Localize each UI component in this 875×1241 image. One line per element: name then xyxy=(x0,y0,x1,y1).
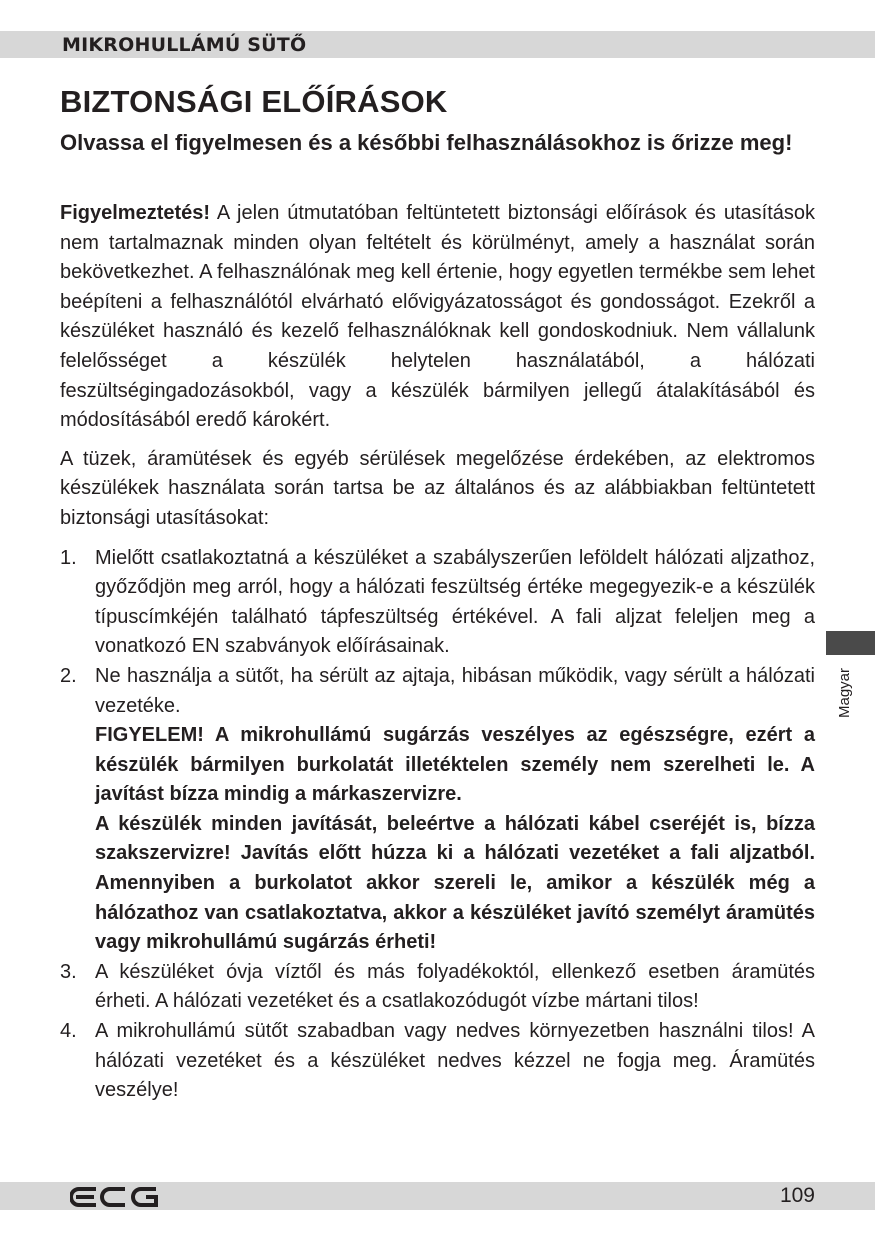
main-content xyxy=(60,199,815,1106)
list-item xyxy=(60,958,815,1017)
warning-block: FIGYELEM! A mikrohullámú sugárzás veszélyes az egészségre, ezért a készülék bármilyen burkolatát illetéktelen személy nem szerelheti le. A javítást bízza mindig a márkaszervizre. xyxy=(95,724,815,806)
warning-label: Figyelmeztetés! xyxy=(60,202,211,224)
list-number: 4. xyxy=(60,1020,77,1043)
safety-rules-list xyxy=(60,544,815,1106)
page-number: 109 xyxy=(779,1184,815,1207)
language-label: Magyar xyxy=(836,667,853,718)
page-title: BIZTONSÁGI ELŐÍRÁSOK xyxy=(60,84,448,119)
list-number: 3. xyxy=(60,960,77,983)
list-text: A készüléket óvja víztől és más folyadékoktól, ellenkező esetben áramütés érheti. A hálózati vezetéket és a csatlakozódugót vízbe mártani tilos! xyxy=(95,960,815,1013)
list-text: Ne használja a sütőt, ha sérült az ajtaja, hibásan működik, vagy sérült a hálózati vezetéke. xyxy=(95,664,815,717)
subtitle: Olvassa el figyelmesen és a későbbi felhasználásokhoz is őrizze meg! xyxy=(60,130,793,155)
list-number: 2. xyxy=(60,664,77,687)
list-text: A mikrohullámú sütőt szabadban vagy nedves környezetben használni tilos! A hálózati vezetéket és a készüléket nedves kézzel ne fogja meg. Áramütés veszélye! xyxy=(95,1020,815,1102)
list-item xyxy=(60,544,815,662)
warning-paragraph xyxy=(60,199,815,436)
language-tab-marker xyxy=(826,631,875,655)
warning-block: A készülék minden javítását, beleértve a hálózati kábel cseréjét is, bízza szakszervizre! Javítás előtt húzza ki a hálózati vezetéket a fali aljzatból. Amennyiben a burkolatot akkor szereli le, amikor a készülék még a hálózathoz van csatlakoztatva, akkor a készüléket javító személyt áramütés vagy mikrohullámú sugárzás érheti! xyxy=(95,812,815,954)
intro-paragraph: A tüzek, áramütések és egyéb sérülések megelőzése érdekében, az elektromos készülékek használata során tartsa be az általános és az alábbiakban feltüntetett biztonsági utasításokat: xyxy=(60,447,815,529)
section-title: MIKROHULLÁMÚ SÜTŐ xyxy=(62,34,307,56)
list-item xyxy=(60,1017,815,1106)
list-number: 1. xyxy=(60,546,77,569)
list-item xyxy=(60,662,815,958)
warning-text: A jelen útmutatóban feltüntetett biztonsági előírások és utasítások nem tartalmaznak minden olyan feltételt és körülményt, amely a használat során bekövetkezhet. A felhasználónak meg kell értenie, hogy egyetlen termékbe sem lehet beépíteni a felhasználótól elvárható elővigyázatosságot és gondosságot. Ezekről a készüléket használó és kezelő felhasználóknak kell gondoskodniuk. Nem vállalunk felelősséget a készülék helytelen használatából, a hálózati feszültségingadozásokból, vagy a készülék bármilyen jellegű átalakításából és módosításából eredő károkért. xyxy=(60,202,815,432)
list-text: Mielőtt csatlakoztatná a készüléket a szabályszerűen leföldelt hálózati aljzathoz, győződjön meg arról, hogy a hálózati feszültség értéke megegyezik-e a készülék típuscímkéjén található tápfeszültség értékével. A fali aljzat feleljen meg a vonatkozó EN szabványok előírásainak. xyxy=(95,546,815,658)
ecg-logo xyxy=(70,1186,160,1208)
